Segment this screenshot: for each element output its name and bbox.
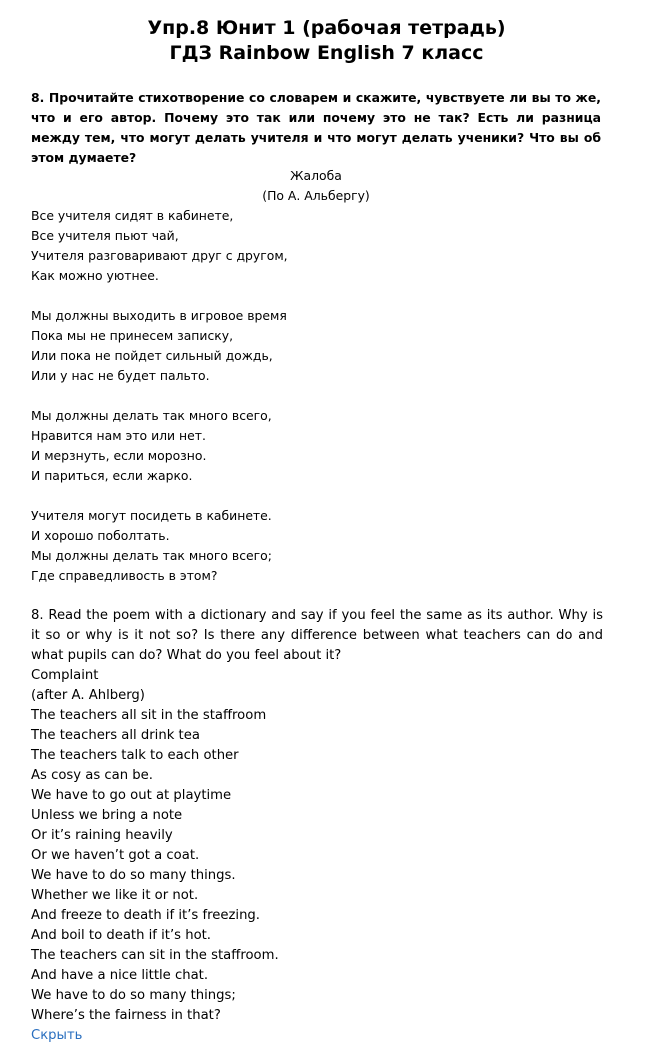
poem-line: Как можно уютнее. — [31, 268, 159, 283]
task-text-english: 8. Read the poem with a dictionary and say if you feel the same as its author. Why is it so or why is it not so? Is there any difference between what teachers can do and what pupils can do? What do you feel about it? — [31, 608, 603, 663]
poem-line-english: And freeze to death if it’s freezing. — [31, 908, 260, 923]
poem-line: Или пока не пойдет сильный дождь, — [31, 348, 273, 363]
poem-line: Мы должны делать так много всего; — [31, 548, 272, 563]
page-title — [0, 16, 653, 66]
poem-line-english: Where’s the fairness in that? — [31, 1008, 221, 1023]
poem-line: Учителя могут посидеть в кабинете. — [31, 508, 272, 523]
poem-line-english: The teachers all sit in the staffroom — [31, 708, 267, 723]
poem-line-english: The teachers talk to each other — [31, 748, 239, 763]
stanza — [31, 306, 621, 386]
poem-line-english: As cosy as can be. — [31, 768, 153, 783]
stanza — [31, 206, 621, 286]
stanza — [31, 506, 621, 586]
poem-line-english: The teachers can sit in the staffroom. — [31, 948, 279, 963]
hide-link[interactable]: Скрыть — [31, 1028, 83, 1043]
poem-subtitle-russian: (По А. Альбергу) — [262, 188, 370, 203]
poem-line: Учителя разговаривают друг с другом, — [31, 248, 288, 263]
poem-line-english: Whether we like it or not. — [31, 888, 199, 903]
poem-line: И париться, если жарко. — [31, 468, 193, 483]
poem-line-english: Or we haven’t got a coat. — [31, 848, 200, 863]
poem-line: Где справедливость в этом? — [31, 568, 218, 583]
poem-line-english: And boil to death if it’s hot. — [31, 928, 211, 943]
poem-line: Все учителя сидят в кабинете, — [31, 208, 234, 223]
stanza — [31, 406, 621, 486]
poem-line: И мерзнуть, если морозно. — [31, 448, 207, 463]
poem-line: Пока мы не принесем записку, — [31, 328, 234, 343]
english-section — [31, 606, 603, 1046]
poem-line: И хорошо поболтать. — [31, 528, 170, 543]
poem-subtitle-english: (after A. Ahlberg) — [31, 688, 145, 703]
page-title-line1: Упр.8 Юнит 1 (рабочая тетрадь) — [147, 17, 506, 39]
poem-line: Все учителя пьют чай, — [31, 228, 179, 243]
poem-line-english: And have a nice little chat. — [31, 968, 209, 983]
poem-line-english: The teachers all drink tea — [31, 728, 200, 743]
poem-title-russian: Жалоба — [290, 168, 342, 183]
poem-russian — [31, 206, 621, 606]
poem-line-english: Or it’s raining heavily — [31, 828, 173, 843]
poem-line: Нравится нам это или нет. — [31, 428, 206, 443]
poem-line: Мы должны делать так много всего, — [31, 408, 272, 423]
poem-line-english: We have to do so many things. — [31, 868, 236, 883]
page-title-line2: ГДЗ Rainbow English 7 класс — [169, 42, 484, 64]
poem-line-english: We have to do so many things; — [31, 988, 236, 1003]
poem-line: Или у нас не будет пальто. — [31, 368, 210, 383]
poem-title-english: Complaint — [31, 668, 99, 683]
task-text-russian: 8. Прочитайте стихотворение со словарем и скажите, чувствуете ли вы то же, что и его автор. Почему это так или почему это не так? Есть ли разница между тем, что могут делать учителя и что могут делать ученики? Что вы об этом думаете? — [31, 90, 601, 165]
poem-line: Мы должны выходить в игровое время — [31, 308, 287, 323]
poem-line-english: Unless we bring a note — [31, 808, 183, 823]
poem-line-english: We have to go out at playtime — [31, 788, 232, 803]
